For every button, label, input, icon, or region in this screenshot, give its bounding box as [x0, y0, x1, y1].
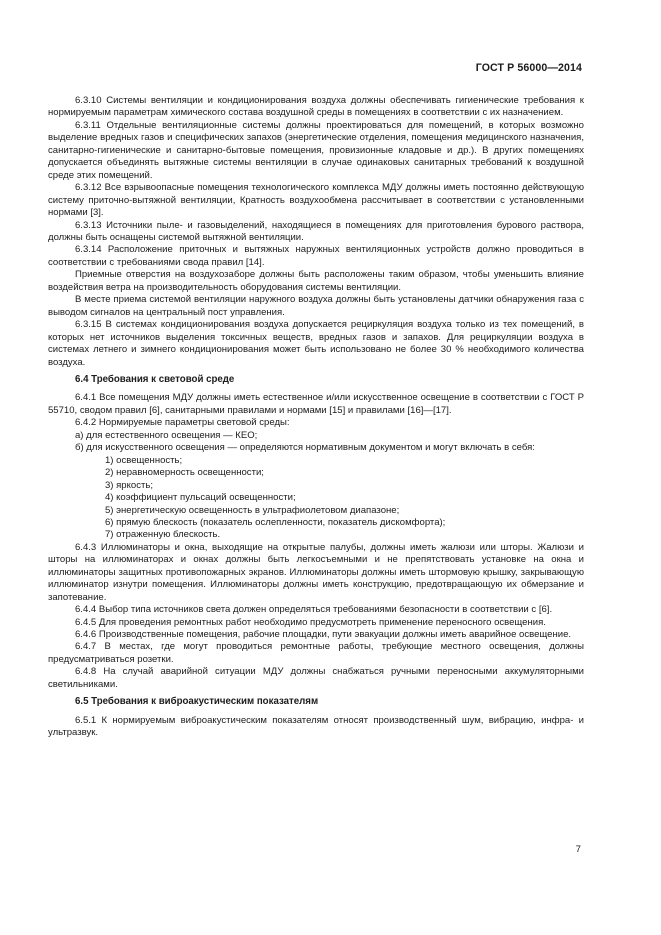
- section-heading-6-4: 6.4 Требования к световой среде: [75, 373, 235, 385]
- page-number: 7: [575, 844, 581, 855]
- paragraph-6-4-5: 6.4.5 Для проведения ремонтных работ необходимо предусмотреть применение переносного освещения.: [75, 616, 546, 628]
- paragraph-6-4-3: 6.4.3 Иллюминаторы и окна, выходящие на открытые палубы, должны иметь жалюзи или шторы. Жалюзи и шторы на иллюминаторах и окнах должны быть легкосъемными и не препятствовать установке на окна и иллюминаторы защитных противопожарных экранов. Иллюминаторы должны иметь штормовую крышку, закрывающую иллюминатор изнутри помещения. Иллюминаторы должны иметь конструкцию, предотвращающую их обмерзание и запотевание.: [48, 541, 584, 603]
- list-item: 5) энергетическую освещенность в ультрафиолетовом диапазоне;: [105, 504, 400, 516]
- list-item-natural-light: а) для естественного освещения — КЕО;: [75, 429, 258, 441]
- list-item: 7) отраженную блескость.: [105, 529, 221, 541]
- paragraph-6-3-14: 6.3.14 Расположение приточных и вытяжных наружных вентиляционных устройств должно проводиться в соответствии с требованиями свода правил [14].: [48, 244, 584, 268]
- list-item: 6) прямую блескость (показатель ослепленности, показатель дискомфорта);: [105, 516, 446, 528]
- paragraph-6-3-12: 6.3.12 Все взрывоопасные помещения технологического комплекса МДУ должны иметь постоянно действующую систему приточно-вытяжной вентиляции, Кратность воздухообмена рассчитывает в соответствии с установленными нормами [3].: [48, 182, 584, 219]
- paragraph-6-4-6: 6.4.6 Производственные помещения, рабочие площадки, пути эвакуации должны иметь аварийное освещение.: [75, 629, 572, 641]
- paragraph-6-3-10: 6.3.10 Системы вентиляции и кондиционирования воздуха должны обеспечивать гигиенические требования к нормируемым параметрам химического состава воздушной среды в помещениях в соответствии с их назначением.: [48, 95, 584, 119]
- list-item: 2) неравномерность освещенности;: [105, 467, 264, 479]
- paragraph-gas-sensors: В месте приема системой вентиляции наружного воздуха должны быть установлены датчики обнаружения газа с выводом сигналов на центральный пост управления.: [48, 294, 584, 318]
- paragraph-6-3-11: 6.3.11 Отдельные вентиляционные системы должны проектироваться для помещений, в которых возможно выделение вредных газов и специфических запахов (энергетические отделения, помещения медицинского назначения, санитарно-гигиенические и санитарно-бытовые помещения, провизионные кладовые и др.). В других помещениях допускается объединять вытяжные системы вентиляции в случае одинаковых санитарных требований к воздушной среде этих помещений.: [48, 119, 584, 181]
- paragraph-6-4-2: 6.4.2 Нормируемые параметры световой среды:: [75, 417, 290, 429]
- section-heading-6-5: 6.5 Требования к виброакустическим показателям: [75, 696, 319, 708]
- document-body: [48, 95, 584, 740]
- paragraph-6-4-7: 6.4.7 В местах, где могут проводиться ремонтные работы, требующие местного освещения, должны предусматриваться розетки.: [48, 641, 584, 665]
- document-code: ГОСТ Р 56000—2014: [475, 62, 582, 74]
- list-item: 4) коэффициент пульсаций освещенности;: [105, 492, 296, 504]
- paragraph-6-4-4: 6.4.4 Выбор типа источников света должен определяться требованиями безопасности в соответствии с [6].: [75, 604, 553, 616]
- list-item-artificial-light: б) для искусственного освещения — определяются нормативным документом и могут включать в себя:: [75, 442, 535, 454]
- paragraph-6-5-1: 6.5.1 К нормируемым виброакустическим показателям относят производственный шум, вибрацию, инфра- и ультразвук.: [48, 714, 584, 739]
- paragraph-6-4-1: 6.4.1 Все помещения МДУ должны иметь естественное и/или искусственное освещение в соответствии с ГОСТ Р 55710, сводом правил [6], санитарными правилами и нормами [15] и правилами [16]—[17].: [48, 392, 584, 416]
- list-item: 1) освещенность;: [105, 454, 183, 466]
- list-item: 3) яркость;: [105, 479, 153, 491]
- paragraph-6-4-8: 6.4.8 На случай аварийной ситуации МДУ должны снабжаться ручными переносными аккумуляторными светильниками.: [48, 666, 584, 690]
- paragraph-6-3-13: 6.3.13 Источники пыле- и газовыделений, находящиеся в помещениях для приготовления бурового раствора, должны быть оснащены системой вытяжной вентиляции.: [48, 219, 584, 243]
- paragraph-6-3-15: 6.3.15 В системах кондиционирования воздуха допускается рециркуляция воздуха только из тех помещений, в которых нет источников выделения токсичных веществ, вредных газов и запахов. Для рециркуляции воздуха в системах летнего и зимнего кондиционирования может быть использовано не более 30 % необходимого количества воздуха.: [48, 319, 584, 368]
- paragraph-air-intake: Приемные отверстия на воздухозаборе должны быть расположены таким образом, чтобы уменьшить влияние воздействия ветра на производительность оборудования системы вентиляции.: [48, 269, 584, 293]
